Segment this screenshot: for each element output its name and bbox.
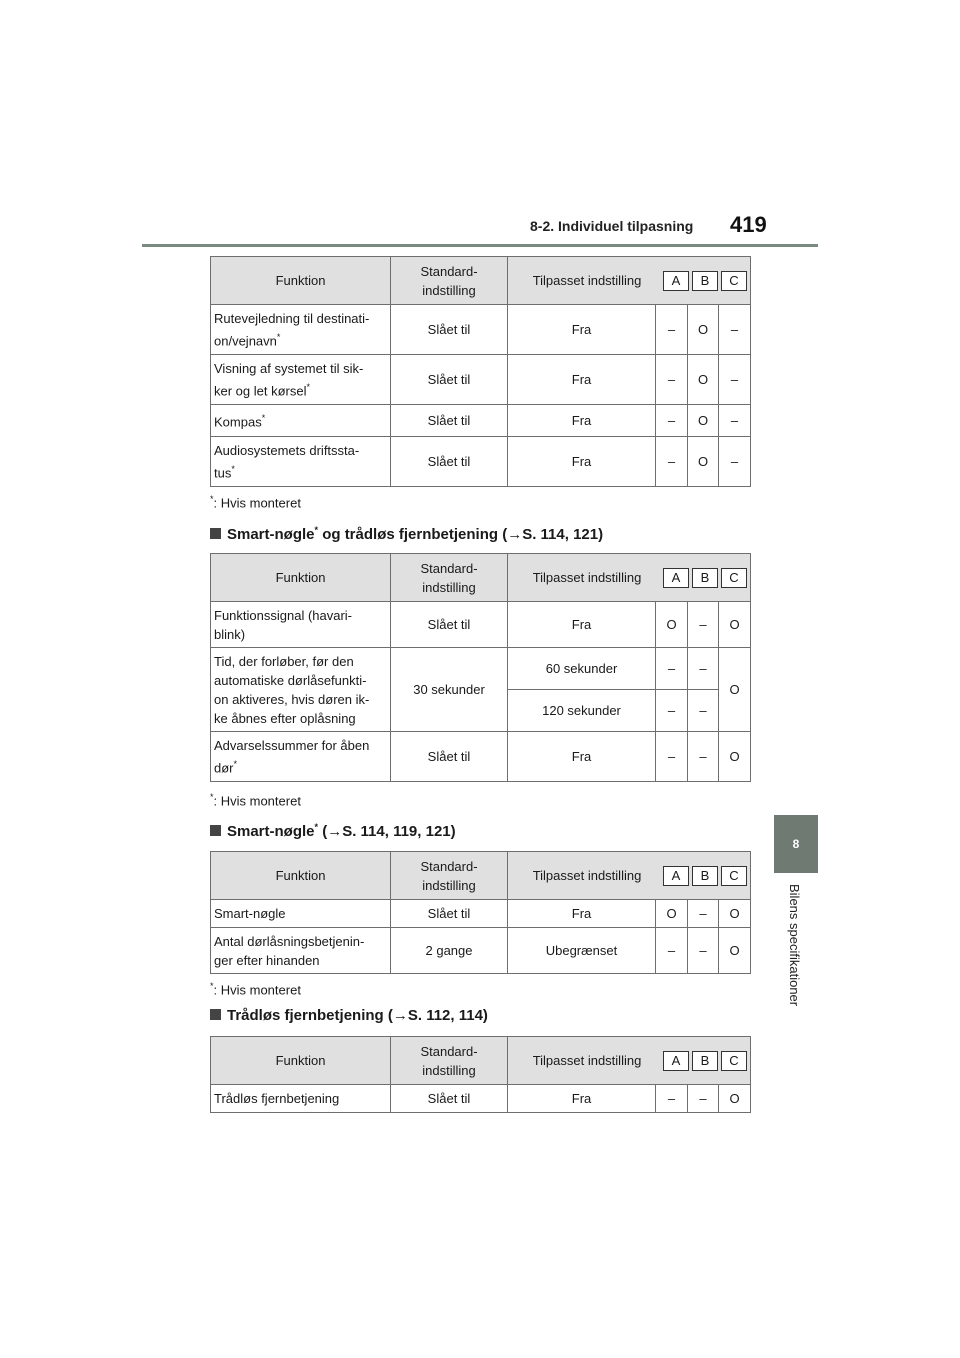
b-cell: – — [688, 690, 719, 732]
arrow-icon: → — [327, 823, 343, 840]
b-cell: O — [688, 405, 719, 437]
arrow-icon: → — [507, 526, 523, 543]
footnote: *: Hvis monteret — [210, 792, 301, 809]
a-cell: O — [656, 602, 688, 648]
c-icon: C — [721, 1051, 747, 1071]
footnote: *: Hvis monteret — [210, 981, 301, 998]
c-icon: C — [721, 866, 747, 886]
c-cell: O — [719, 900, 751, 928]
chapter-tab — [774, 815, 818, 873]
column-header-tilpasset: Tilpasset indstilling A B C — [508, 257, 751, 305]
a-icon: A — [663, 271, 689, 291]
table-row — [211, 355, 751, 405]
square-bullet-icon — [210, 528, 221, 539]
c-cell: O — [719, 602, 751, 648]
b-cell: – — [688, 602, 719, 648]
function-cell: Visning af systemet til sik- ker og let kørsel* — [211, 355, 391, 405]
custom-cell: Fra — [508, 355, 656, 405]
a-cell: – — [656, 690, 688, 732]
settings-table-wireless-remote — [210, 1036, 751, 1113]
settings-table-navigation — [210, 256, 751, 487]
b-icon: B — [692, 271, 718, 291]
header-divider — [142, 244, 818, 247]
table-header-row — [211, 554, 751, 602]
table-row — [211, 648, 751, 690]
default-cell: Slået til — [391, 900, 508, 928]
function-cell: Trådløs fjernbetjening — [211, 1085, 391, 1113]
c-cell: O — [719, 1085, 751, 1113]
b-cell: – — [688, 928, 719, 974]
custom-cell: Fra — [508, 305, 656, 355]
a-cell: – — [656, 732, 688, 782]
b-icon: B — [692, 568, 718, 588]
custom-cell: Fra — [508, 900, 656, 928]
b-icon: B — [692, 866, 718, 886]
abc-icons — [663, 1051, 747, 1071]
custom-cell: Fra — [508, 405, 656, 437]
table-header-row — [211, 1037, 751, 1085]
default-cell: Slået til — [391, 405, 508, 437]
table-row — [211, 405, 751, 437]
a-cell: – — [656, 355, 688, 405]
a-icon: A — [663, 1051, 689, 1071]
abc-icons — [663, 866, 747, 886]
table-header-row — [211, 257, 751, 305]
table-row — [211, 437, 751, 487]
square-bullet-icon — [210, 825, 221, 836]
c-cell: – — [719, 305, 751, 355]
default-cell: Slået til — [391, 355, 508, 405]
column-header-tilpasset: Tilpasset indstilling A B C — [508, 852, 751, 900]
square-bullet-icon — [210, 1009, 221, 1020]
a-cell: O — [656, 900, 688, 928]
c-cell: – — [719, 405, 751, 437]
function-cell: Audiosystemets driftssta- tus* — [211, 437, 391, 487]
custom-cell: Fra — [508, 1085, 656, 1113]
table-row — [211, 928, 751, 974]
b-icon: B — [692, 1051, 718, 1071]
section-title: 8-2. Individuel tilpasning — [530, 218, 694, 234]
column-header-standard: Standard- indstilling — [391, 1037, 508, 1085]
a-icon: A — [663, 568, 689, 588]
column-header-funktion: Funktion — [211, 554, 391, 602]
a-cell: – — [656, 405, 688, 437]
abc-icons — [663, 568, 747, 588]
c-cell: O — [719, 648, 751, 732]
default-cell: Slået til — [391, 437, 508, 487]
column-header-standard: Standard- indstilling — [391, 852, 508, 900]
a-icon: A — [663, 866, 689, 886]
c-cell: – — [719, 355, 751, 405]
default-cell: Slået til — [391, 732, 508, 782]
arrow-icon: → — [392, 1007, 408, 1024]
function-cell: Kompas* — [211, 405, 391, 437]
abc-icons — [663, 271, 747, 291]
default-cell: 2 gange — [391, 928, 508, 974]
column-header-standard: Standard- indstilling — [391, 257, 508, 305]
a-cell: – — [656, 648, 688, 690]
b-cell: – — [688, 732, 719, 782]
b-cell: – — [688, 648, 719, 690]
section-heading: Trådløs fjernbetjening (→S. 112, 114) — [210, 1007, 488, 1024]
function-cell: Funktionssignal (havari- blink) — [211, 602, 391, 648]
page-number: 419 — [730, 212, 767, 237]
a-cell: – — [656, 1085, 688, 1113]
table-row — [211, 732, 751, 782]
table-row — [211, 305, 751, 355]
column-header-tilpasset: Tilpasset indstilling A B C — [508, 554, 751, 602]
default-cell: Slået til — [391, 305, 508, 355]
function-cell: Tid, der forløber, før den automatiske dørlåsefunkti- on aktiveres, hvis døren ik- ke åbnes efter oplåsning — [211, 648, 391, 732]
b-cell: O — [688, 437, 719, 487]
custom-cell: Ubegrænset — [508, 928, 656, 974]
a-cell: – — [656, 928, 688, 974]
function-cell: Rutevejledning til destinati- on/vejnavn* — [211, 305, 391, 355]
custom-cell: 60 sekunder — [508, 648, 656, 690]
column-header-standard: Standard- indstilling — [391, 554, 508, 602]
c-cell: O — [719, 732, 751, 782]
table-row — [211, 602, 751, 648]
b-cell: O — [688, 305, 719, 355]
column-header-funktion: Funktion — [211, 1037, 391, 1085]
table-row — [211, 1085, 751, 1113]
b-cell: – — [688, 1085, 719, 1113]
c-cell: O — [719, 928, 751, 974]
b-cell: – — [688, 900, 719, 928]
custom-cell: Fra — [508, 732, 656, 782]
function-cell: Antal dørlåsningsbetjenin- ger efter hinanden — [211, 928, 391, 974]
default-cell: Slået til — [391, 602, 508, 648]
c-icon: C — [721, 271, 747, 291]
b-cell: O — [688, 355, 719, 405]
c-icon: C — [721, 568, 747, 588]
default-cell: 30 sekunder — [391, 648, 508, 732]
column-header-tilpasset: Tilpasset indstilling A B C — [508, 1037, 751, 1085]
footnote: *: Hvis monteret — [210, 494, 301, 511]
function-cell: Advarselssummer for åben dør* — [211, 732, 391, 782]
section-heading: Smart-nøgle* (→S. 114, 119, 121) — [210, 822, 456, 840]
c-cell: – — [719, 437, 751, 487]
custom-cell: 120 sekunder — [508, 690, 656, 732]
column-header-funktion: Funktion — [211, 257, 391, 305]
chapter-title: Bilens specifikationer — [787, 884, 802, 1007]
a-cell: – — [656, 437, 688, 487]
section-heading: Smart-nøgle* og trådløs fjernbetjening (→S. 114, 121) — [210, 525, 603, 543]
settings-table-smart-key — [210, 851, 751, 974]
default-cell: Slået til — [391, 1085, 508, 1113]
table-header-row — [211, 852, 751, 900]
column-header-funktion: Funktion — [211, 852, 391, 900]
function-cell: Smart-nøgle — [211, 900, 391, 928]
table-row — [211, 900, 751, 928]
chapter-number: 8 — [792, 837, 800, 851]
custom-cell: Fra — [508, 602, 656, 648]
custom-cell: Fra — [508, 437, 656, 487]
settings-table-smart-key-remote — [210, 553, 751, 782]
a-cell: – — [656, 305, 688, 355]
